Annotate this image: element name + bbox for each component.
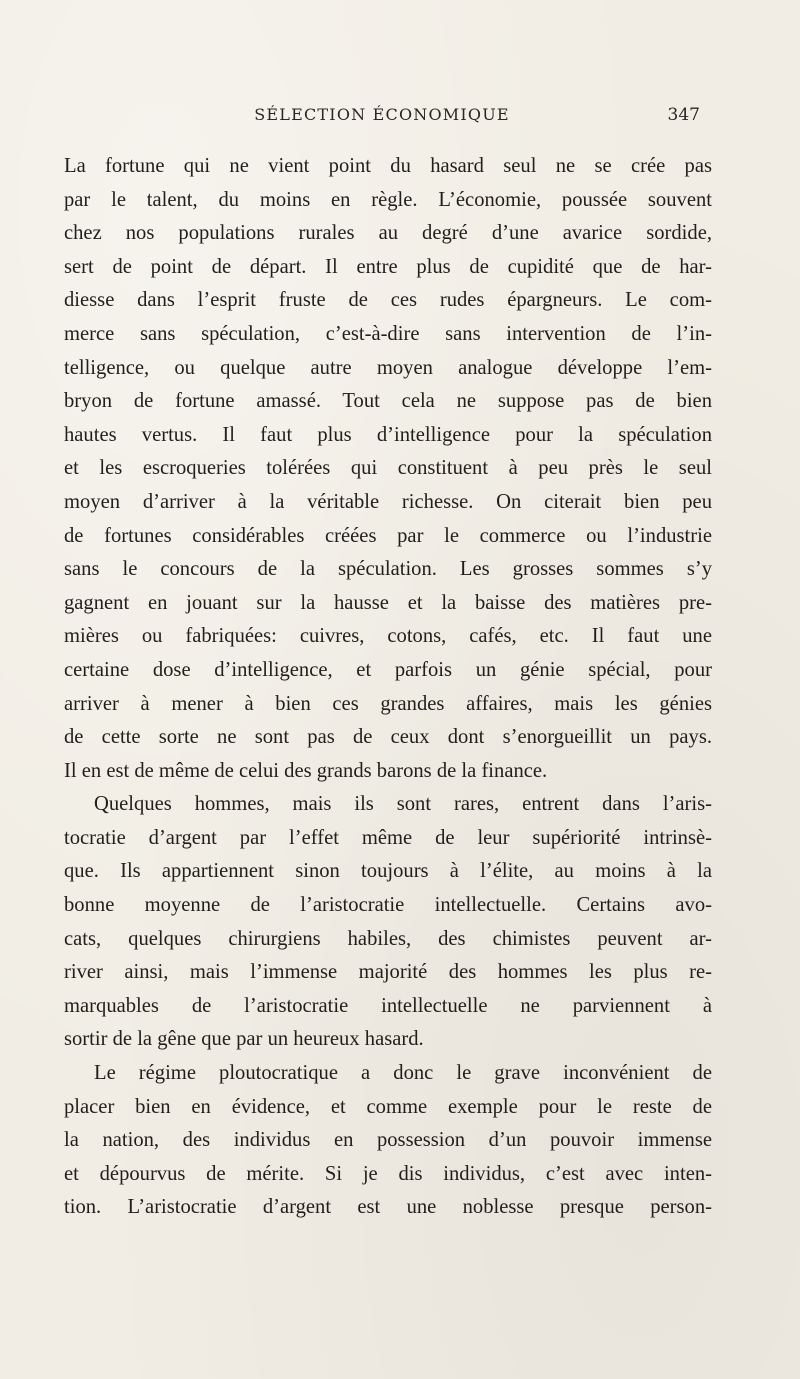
text-line: merce sans spéculation, c’est-à-dire sans intervention de l’in- — [64, 322, 712, 345]
text-line: moyen d’arriver à la véritable richesse. On citerait bien peu — [64, 490, 712, 513]
text-line: par le talent, du moins en règle. L’économie, poussée souvent — [64, 188, 712, 211]
page-number: 347 — [667, 105, 700, 125]
text-line: telligence, ou quelque autre moyen analogue développe l’em- — [64, 356, 712, 379]
text-line: La fortune qui ne vient point du hasard seul ne se crée pas — [64, 155, 712, 177]
text-line: Le régime ploutocratique a donc le grave inconvénient de — [94, 1062, 712, 1085]
text-line: tion. L’aristocratie d’argent est une noblesse presque person- — [64, 1196, 712, 1219]
text-line: chez nos populations rurales au degré d’une avarice sordide, — [64, 222, 712, 245]
text-line: de cette sorte ne sont pas de ceux dont s’enorgueillit un pays. — [64, 726, 712, 749]
text-line: river ainsi, mais l’immense majorité des hommes les plus re- — [64, 961, 712, 984]
text-line: et les escroqueries tolérées qui constituent à peu près le seul — [64, 457, 712, 480]
text-line: diesse dans l’esprit fruste de ces rudes épargneurs. Le com- — [64, 289, 712, 312]
text-line: hautes vertus. Il faut plus d’intelligence pour la spéculation — [64, 423, 712, 446]
text-line: sans le concours de la spéculation. Les grosses sommes s’y — [64, 558, 712, 581]
text-line: sortir de la gêne que par un heureux hasard. — [64, 1028, 424, 1051]
text-line: Il en est de même de celui des grands barons de la finance. — [64, 759, 548, 782]
text-line: gagnent en jouant sur la hausse et la baisse des matières pre- — [64, 591, 712, 614]
text-line: de fortunes considérables créées par le commerce ou l’industrie — [64, 524, 712, 547]
text-line: certaine dose d’intelligence, et parfois un génie spécial, pour — [64, 658, 712, 681]
text-line: tocratie d’argent par l’effet même de leur supériorité intrinsè- — [64, 826, 712, 849]
text-line: bonne moyenne de l’aristocratie intellectuelle. Certains avo- — [64, 894, 712, 917]
text-line: bryon de fortune amassé. Tout cela ne suppose pas de bien — [64, 390, 712, 413]
text-line: que. Ils appartiennent sinon toujours à l’élite, au moins à la — [64, 860, 712, 883]
text-line: arriver à mener à bien ces grandes affaires, mais les génies — [64, 692, 712, 715]
text-line: cats, quelques chirurgiens habiles, des chimistes peuvent ar- — [64, 927, 712, 950]
text-line: mières ou fabriquées: cuivres, cotons, cafés, etc. Il faut une — [64, 625, 712, 648]
page-header — [0, 105, 800, 135]
text-line: Quelques hommes, mais ils sont rares, entrent dans l’aris- — [94, 793, 712, 816]
text-line: marquables de l’aristocratie intellectuelle ne parviennent à — [64, 994, 712, 1017]
text-line: placer bien en évidence, et comme exemple pour le reste de — [64, 1095, 712, 1118]
body-text — [64, 150, 712, 1225]
text-line: et dépourvus de mérite. Si je dis individus, c’est avec inten- — [64, 1162, 712, 1185]
running-head: SÉLECTION ÉCONOMIQUE — [254, 105, 510, 124]
text-line: la nation, des individus en possession d’un pouvoir immense — [64, 1129, 712, 1152]
text-line: sert de point de départ. Il entre plus de cupidité que de har- — [64, 255, 712, 278]
